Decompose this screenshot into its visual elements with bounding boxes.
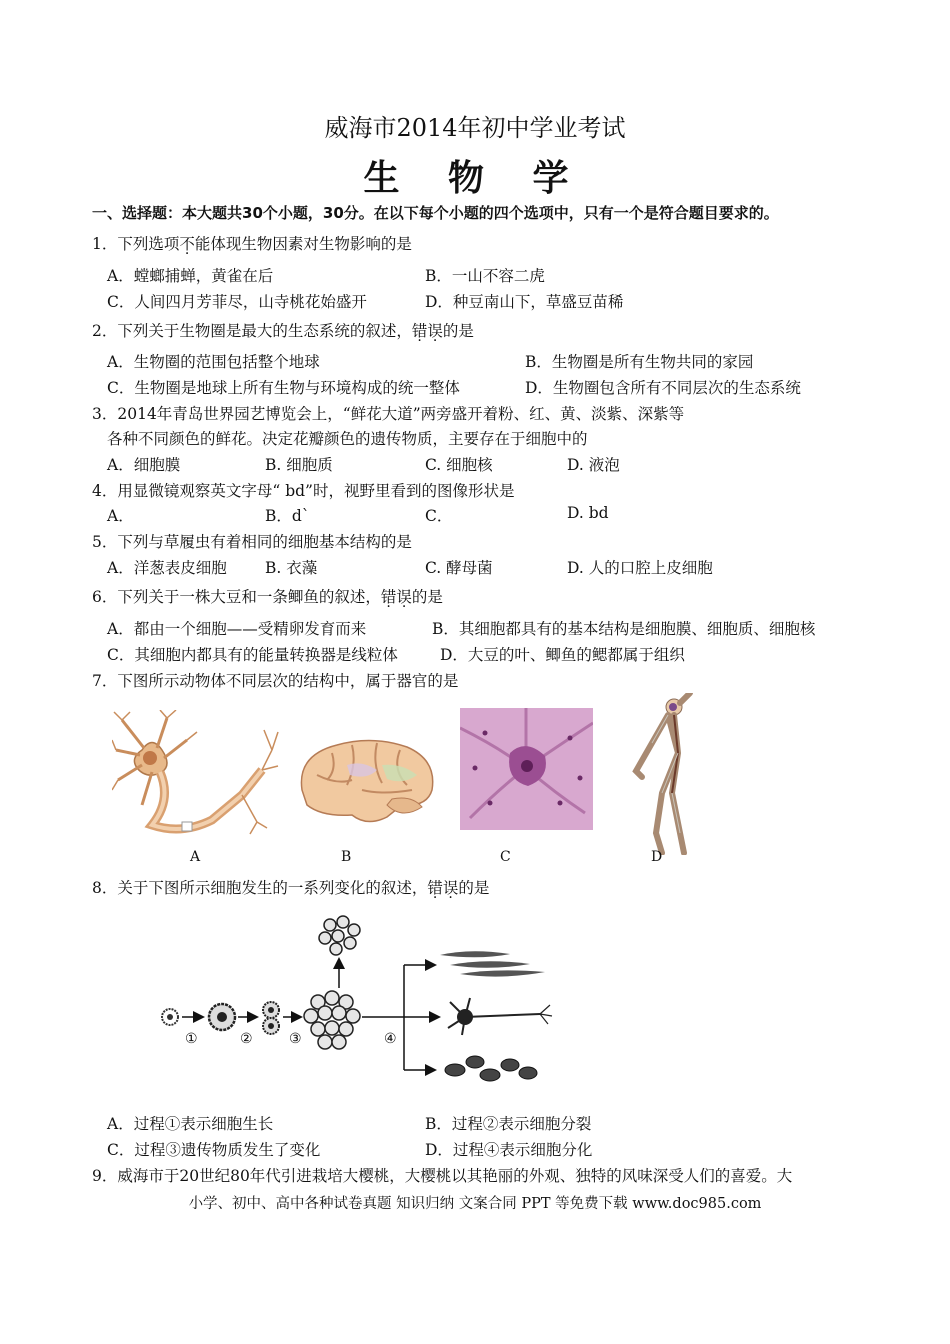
section-heading: 一、选择题：本大题共30个小题，30分。在以下每个小题的四个选项中，只有一个是符合题目要求的。 xyxy=(92,204,779,222)
question-3-line-1: 3．2014年青岛世界园艺博览会上，“鲜花大道”两旁盛开着粉、红、黄、淡紫、深紫等 xyxy=(92,405,685,423)
q8-option-a: A．过程①表示细胞生长 xyxy=(107,1115,274,1133)
q8-emphasis-1: 错 xyxy=(427,879,443,897)
q2-emphasis-2: 误 xyxy=(427,322,443,340)
q1-emphasis: 不 xyxy=(179,235,195,253)
question-6 xyxy=(92,585,443,607)
q6-stem-pre: 6．下列关于一株大豆和一条鲫鱼的叙述， xyxy=(92,588,381,606)
q5-option-c: C. 酵母菌 xyxy=(425,559,493,577)
subject-title: 生 物 学 xyxy=(363,157,587,199)
q6-option-d: D．大豆的叶、鲫鱼的鳃都属于组织 xyxy=(440,646,685,664)
q5-option-a: A．洋葱表皮细胞 xyxy=(107,559,227,577)
q4-option-c: C． xyxy=(425,507,453,525)
step-3-label: ③ xyxy=(289,1031,302,1047)
q1-option-b: B．一山不容二虎 xyxy=(425,267,545,285)
q1-stem-post: 能体现生物因素对生物影响的是 xyxy=(194,235,412,253)
q1-stem-pre: 1．下列选项 xyxy=(92,235,180,253)
neuron-illustration xyxy=(112,710,280,840)
question-5: 5．下列与草履虫有着相同的细胞基本结构的是 xyxy=(92,533,412,551)
question-2 xyxy=(92,319,474,341)
question-1 xyxy=(92,232,412,254)
question-3-line-2: 各种不同颜色的鲜花。决定花瓣颜色的遗传物质，主要存在于细胞中的 xyxy=(107,430,588,448)
q6-option-c: C．其细胞内都具有的能量转换器是线粒体 xyxy=(107,646,398,664)
q6-option-a: A．都由一个细胞——受精卵发育而来 xyxy=(107,620,367,638)
question-7: 7．下图所示动物体不同层次的结构中，属于器官的是 xyxy=(92,672,459,690)
nerve-tissue-micrograph xyxy=(460,708,593,830)
q8-option-b: B．过程②表示细胞分裂 xyxy=(425,1115,592,1133)
q2-option-b: B．生物圈是所有生物共同的家园 xyxy=(525,353,754,371)
q3-option-d: D. 液泡 xyxy=(567,456,620,474)
q2-stem-pre: 2．下列关于生物圈是最大的生态系统的叙述， xyxy=(92,322,412,340)
q1-option-a: A．螳螂捕蝉，黄雀在后 xyxy=(107,267,274,285)
brain-illustration xyxy=(292,735,440,830)
step-2-label: ② xyxy=(240,1031,253,1047)
exam-title: 威海市2014年初中学业考试 xyxy=(324,114,626,142)
q6-emphasis-1: 错 xyxy=(380,588,397,606)
q6-option-b: B．其细胞都具有的基本结构是细胞膜、细胞质、细胞核 xyxy=(432,620,816,638)
cell-development-diagram xyxy=(150,910,560,1090)
nervous-system-figure xyxy=(622,693,702,855)
q7-label-b: B xyxy=(341,849,352,865)
q5-option-d: D. 人的口腔上皮细胞 xyxy=(567,559,713,577)
q2-emphasis-1: 错 xyxy=(411,322,428,340)
q2-option-c: C．生物圈是地球上所有生物与环境构成的统一整体 xyxy=(107,379,460,397)
question-4: 4．用显微镜观察英文字母“ bd”时，视野里看到的图像形状是 xyxy=(92,482,515,500)
step-1-label: ① xyxy=(185,1031,198,1047)
q8-emphasis-2: 误 xyxy=(442,879,459,897)
q1-option-d: D．种豆南山下，草盛豆苗稀 xyxy=(425,293,624,311)
question-8 xyxy=(92,876,489,898)
q3-option-a: A．细胞膜 xyxy=(107,456,181,474)
q4-option-b: B．d` xyxy=(265,507,310,525)
q4-option-a: A． xyxy=(107,507,134,525)
q8-option-d: D．过程④表示细胞分化 xyxy=(425,1141,593,1159)
q2-stem-post: 的是 xyxy=(442,322,474,340)
q8-stem-pre: 8．关于下图所示细胞发生的一系列变化的叙述， xyxy=(92,879,428,897)
q2-option-a: A．生物圈的范围包括整个地球 xyxy=(107,353,320,371)
q7-label-d: D xyxy=(651,849,663,865)
q2-option-d: D．生物圈包含所有不同层次的生态系统 xyxy=(525,379,801,397)
q6-emphasis-2: 误 xyxy=(396,588,412,606)
q7-label-a: A xyxy=(190,849,201,865)
q7-label-c: C xyxy=(500,849,511,865)
step-4-label: ④ xyxy=(384,1031,397,1047)
q6-stem-post: 的是 xyxy=(411,588,443,606)
q4-option-d: D. bd xyxy=(567,504,609,522)
page-footer: 小学、初中、高中各种试卷真题 知识归纳 文案合同 PPT 等免费下载 www.doc985.com xyxy=(188,1196,762,1212)
q8-stem-post: 的是 xyxy=(458,879,490,897)
q5-option-b: B. 衣藻 xyxy=(265,559,318,577)
question-9: 9．威海市于20世纪80年代引进栽培大樱桃，大樱桃以其艳丽的外观、独特的风味深受人们的喜爱。大 xyxy=(92,1167,793,1185)
q8-option-c: C．过程③遗传物质发生了变化 xyxy=(107,1141,321,1159)
q1-option-c: C．人间四月芳菲尽，山寺桃花始盛开 xyxy=(107,293,367,311)
q3-option-b: B. 细胞质 xyxy=(265,456,333,474)
q3-option-c: C. 细胞核 xyxy=(425,456,493,474)
